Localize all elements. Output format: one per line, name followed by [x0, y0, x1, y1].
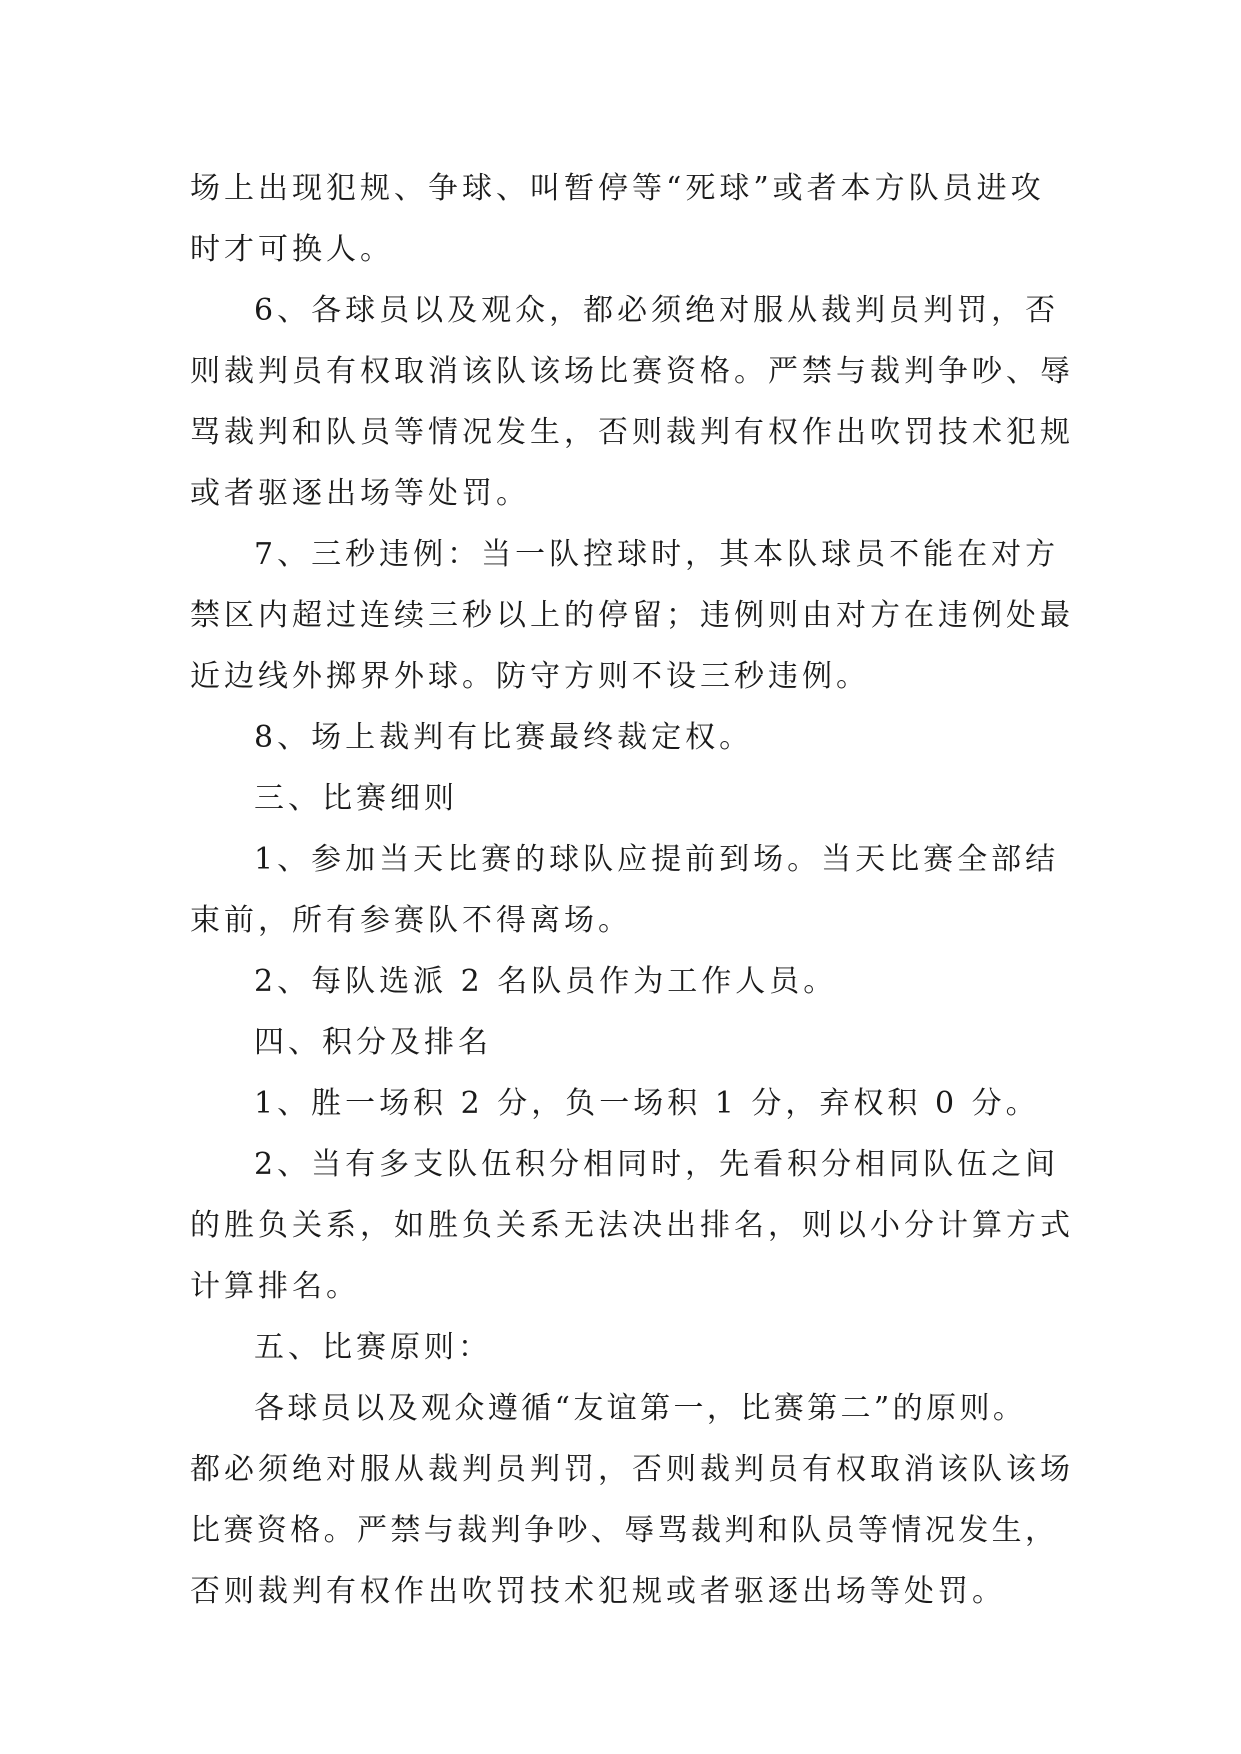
text-line: 场上出现犯规、争球、叫暂停等“死球”或者本方队员进攻 — [190, 171, 1045, 206]
text-line: 1、参加当天比赛的球队应提前到场。当天比赛全部结 — [254, 842, 1060, 877]
text-line: 骂裁判和队员等情况发生，否则裁判有权作出吹罚技术犯规 — [190, 415, 1074, 450]
text-line: 否则裁判有权作出吹罚技术犯规或者驱逐出场等处罚。 — [190, 1574, 1006, 1609]
text-line: 6、各球员以及观众，都必须绝对服从裁判员判罚，否 — [254, 293, 1060, 328]
text-line: 1、胜一场积 2 分，负一场积 1 分，弃权积 0 分。 — [254, 1086, 1040, 1121]
text-line: 计算排名。 — [190, 1269, 360, 1304]
text-line: 则裁判员有权取消该队该场比赛资格。严禁与裁判争吵、辱 — [190, 354, 1074, 389]
text-line: 2、当有多支队伍积分相同时，先看积分相同队伍之间 — [254, 1147, 1060, 1182]
text-line: 禁区内超过连续三秒以上的停留；违例则由对方在违例处最 — [190, 598, 1074, 633]
text-line: 8、场上裁判有比赛最终裁定权。 — [254, 720, 754, 755]
text-line: 2、每队选派 2 名队员作为工作人员。 — [254, 964, 838, 999]
text-line: 近边线外掷界外球。防守方则不设三秒违例。 — [190, 659, 870, 694]
text-line: 都必须绝对服从裁判员判罚，否则裁判员有权取消该队该场 — [190, 1452, 1074, 1487]
text-line: 各球员以及观众遵循“友谊第一，比赛第二”的原则。 — [254, 1391, 1027, 1426]
text-line: 时才可换人。 — [190, 232, 394, 267]
section-heading: 五、比赛原则： — [254, 1330, 492, 1365]
text-line: 的胜负关系，如胜负关系无法决出排名，则以小分计算方式 — [190, 1208, 1074, 1243]
section-heading: 四、积分及排名 — [254, 1025, 492, 1060]
section-heading: 三、比赛细则 — [254, 781, 458, 816]
document-body — [190, 158, 1074, 1622]
text-line: 束前，所有参赛队不得离场。 — [190, 903, 632, 938]
text-line: 或者驱逐出场等处罚。 — [190, 476, 530, 511]
text-line: 比赛资格。严禁与裁判争吵、辱骂裁判和队员等情况发生， — [190, 1513, 1059, 1548]
text-line: 7、三秒违例：当一队控球时，其本队球员不能在对方 — [254, 537, 1060, 572]
